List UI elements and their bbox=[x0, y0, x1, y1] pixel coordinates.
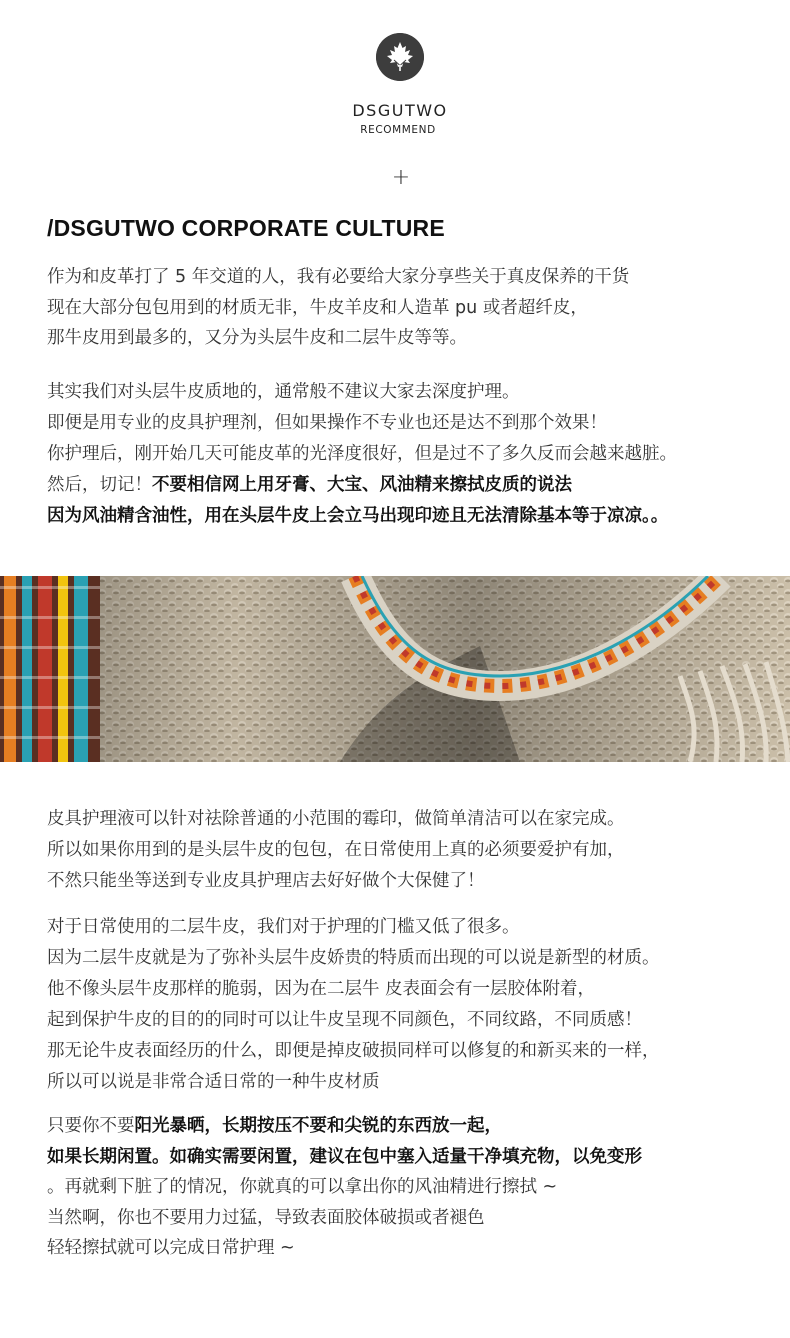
paragraph-line: 起到保护牛皮的目的的同时可以让牛皮呈现不同颜色，不同纹路，不同质感！ bbox=[47, 1010, 642, 1030]
paragraph-line: 他不像头层牛皮那样的脆弱，因为在二层牛 皮表面会有一层胶体附着， bbox=[47, 979, 596, 999]
paragraph-line: 你护理后，刚开始几天可能皮革的光泽度很好，但是过不了多久反而会越来越脏。 bbox=[47, 444, 677, 464]
paragraph-line bbox=[47, 1111, 642, 1142]
paragraph-line bbox=[47, 470, 677, 501]
paragraph-line: 因为二层牛皮就是为了弥补头层牛皮娇贵的特质而出现的可以说是新型的材质。 bbox=[47, 948, 660, 968]
page-title: /DSGUTWO CORPORATE CULTURE bbox=[47, 215, 445, 241]
line-prefix: 然后，切记！ bbox=[47, 475, 152, 495]
woven-straw-bag-photo bbox=[0, 576, 790, 762]
bold-warning: 因为风油精含油性，用在头层牛皮上会立马出现印迹且无法清除基本等于凉凉。。 bbox=[47, 506, 669, 526]
paragraph-line: 当然啊，你也不要用力过猛，导致表面胶体破损或者褪色 bbox=[47, 1207, 485, 1228]
brand-subtitle: RECOMMEND bbox=[360, 124, 436, 136]
care-paragraph bbox=[47, 804, 625, 897]
storage-paragraph bbox=[47, 1111, 642, 1264]
brand-name: DSGUTWO bbox=[352, 101, 448, 120]
paragraph-line: 不然只能坐等送到专业皮具护理店去好好做个大保健了！ bbox=[47, 871, 485, 891]
split-leather-paragraph bbox=[47, 912, 660, 1098]
paragraph-line: 轻轻擦拭就可以完成日常护理 ~ bbox=[47, 1238, 295, 1258]
paragraph-line: 那牛皮用到最多的，又分为头层牛皮和二层牛皮等等。 bbox=[47, 328, 467, 348]
maple-leaf-icon bbox=[376, 33, 424, 81]
paragraph-line: 皮具护理液可以针对祛除普通的小范围的霉印，做简单清洁可以在家完成。 bbox=[47, 809, 625, 829]
paragraph-line: 即便是用专业的皮具护理剂，但如果操作不专业也还是达不到那个效果！ bbox=[47, 413, 607, 433]
paragraph-line: 现在大部分包包用到的材质无非，牛皮羊皮和人造革 pu 或者超纤皮， bbox=[47, 297, 588, 318]
paragraph-line: 那无论牛皮表面经历的什么，即便是掉皮破损同样可以修复的和新买来的一样， bbox=[47, 1041, 660, 1061]
bold-advice: 阳光暴晒，长期按压不要和尖锐的东西放一起， bbox=[134, 1116, 502, 1136]
paragraph-line: 对于日常使用的二层牛皮，我们对于护理的门槛又低了很多。 bbox=[47, 917, 520, 937]
photo-illustration bbox=[0, 576, 790, 762]
plus-divider: + bbox=[391, 165, 411, 190]
warning-paragraph bbox=[47, 377, 677, 532]
line-prefix: 只要你不要 bbox=[47, 1116, 135, 1136]
paragraph-line: 所以可以说是非常合适日常的一种牛皮材质 bbox=[47, 1072, 380, 1092]
paragraph-line: 。再就剩下脏了的情况，你就真的可以拿出你的风油精进行擦拭 ~ bbox=[47, 1177, 558, 1197]
paragraph-line: 作为和皮革打了 5 年交道的人，我有必要给大家分享些关于真皮保养的干货 bbox=[47, 267, 630, 287]
bold-advice: 如果长期闲置。如确实需要闲置，建议在包中塞入适量干净填充物，以免变形 bbox=[47, 1146, 642, 1167]
intro-paragraph bbox=[47, 262, 629, 354]
brand-header bbox=[0, 0, 790, 200]
paragraph-line: 所以如果你用到的是头层牛皮的包包，在日常使用上真的必须要爱护有加， bbox=[47, 840, 625, 860]
bold-warning: 不要相信网上用牙膏、大宝、风油精来擦拭皮质的说法 bbox=[152, 475, 572, 495]
paragraph-line: 其实我们对头层牛皮质地的，通常般不建议大家去深度护理。 bbox=[47, 382, 520, 402]
